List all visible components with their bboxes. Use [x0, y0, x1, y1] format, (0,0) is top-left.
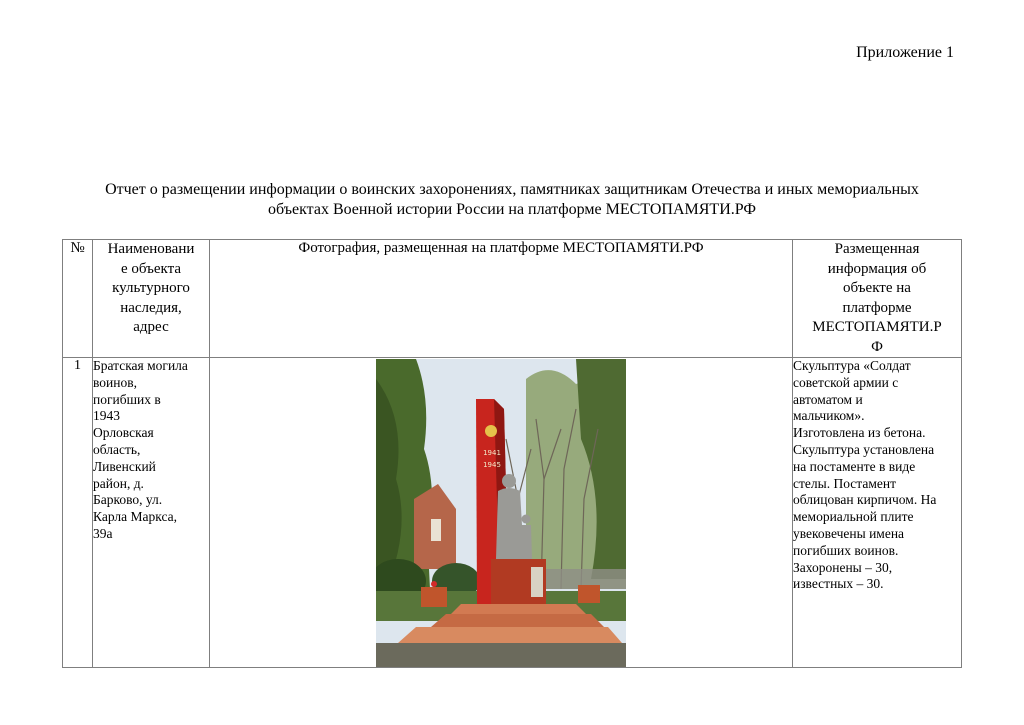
- header-info-line: объекте на: [843, 280, 911, 296]
- photo-step-2: [431, 614, 604, 627]
- info-line: стелы. Постамент: [793, 475, 896, 491]
- photo-flower-bowl-right: [578, 585, 600, 603]
- name-line: Ливенский: [93, 458, 156, 474]
- name-line: Барково, ул.: [93, 492, 163, 508]
- header-number: №: [63, 240, 93, 358]
- name-line: Братская могила: [93, 358, 188, 373]
- row-object-info: [793, 358, 962, 668]
- name-line: Орловская: [93, 425, 154, 441]
- document-title: [62, 180, 962, 220]
- photo-stele-year-1: 1941: [483, 449, 501, 457]
- report-table: [62, 239, 962, 668]
- header-info-line: платформе: [842, 299, 912, 316]
- photo-star-emblem: [485, 425, 497, 437]
- memorial-photo: [376, 359, 626, 667]
- row-photo-cell: [210, 358, 793, 668]
- info-line: Захоронены – 30,: [793, 559, 893, 575]
- name-line: воинов,: [93, 374, 137, 390]
- info-line: облицован кирпичом. На: [793, 492, 937, 508]
- info-line: погибших воинов.: [793, 542, 899, 558]
- photo-step-3: [398, 627, 622, 643]
- row-number: 1: [63, 358, 93, 668]
- appendix-label: Приложение 1: [856, 44, 954, 61]
- header-info-line: Ф: [871, 338, 883, 355]
- info-line: Скульптура установлена: [793, 441, 935, 457]
- table-row: [63, 358, 962, 668]
- info-line: мальчиком».: [793, 408, 865, 424]
- header-name-line: культурного: [112, 280, 190, 296]
- info-line: советской армии с: [793, 374, 899, 390]
- header-info-line: МЕСТОПАМЯТИ.Р: [812, 319, 942, 335]
- name-line: 39а: [93, 525, 113, 541]
- header-info-line: информация об: [827, 260, 927, 277]
- header-name: [93, 240, 210, 358]
- row-object-name: [93, 358, 210, 668]
- header-info-line: Размещенная: [834, 241, 920, 257]
- info-line: увековечены имена: [793, 525, 905, 541]
- photo-flower-bowl-left: [421, 587, 447, 607]
- header-photo: Фотография, размещенная на платформе МЕСТОПАМЯТИ.РФ: [210, 240, 793, 358]
- photo-stele-year-2: 1945: [483, 461, 501, 469]
- info-line: Изготовлена из бетона.: [793, 425, 926, 441]
- info-line: мемориальной плите: [793, 509, 914, 525]
- table-header-row: [63, 240, 962, 358]
- header-name-line: е объекта: [120, 260, 182, 277]
- info-line: Скульптура «Солдат: [793, 358, 911, 373]
- title-line-2: объектах Военной истории России на платформе МЕСТОПАМЯТИ.РФ: [267, 201, 757, 218]
- photo-flowers: [431, 581, 437, 587]
- info-line: автоматом и: [793, 391, 863, 407]
- name-line: 1943: [93, 408, 120, 424]
- title-line-1: Отчет о размещении информации о воинских захоронениях, памятниках защитникам Отечества и иных мемориальных: [105, 181, 919, 198]
- photo-step-1: [451, 604, 586, 614]
- info-line: известных – 30.: [793, 576, 884, 592]
- header-name-line: адрес: [133, 319, 169, 335]
- photo-memorial-plate: [531, 567, 543, 597]
- name-line: погибших в: [93, 391, 161, 407]
- name-line: район, д.: [93, 475, 144, 491]
- photo-ground: [376, 643, 626, 667]
- name-line: область,: [93, 441, 141, 457]
- photo-building-window: [431, 519, 441, 541]
- header-info: [793, 240, 962, 358]
- header-name-line: Наименовани: [107, 241, 195, 257]
- name-line: Карла Маркса,: [93, 509, 177, 525]
- header-name-line: наследия,: [120, 299, 182, 316]
- info-line: на постаменте в виде: [793, 458, 916, 474]
